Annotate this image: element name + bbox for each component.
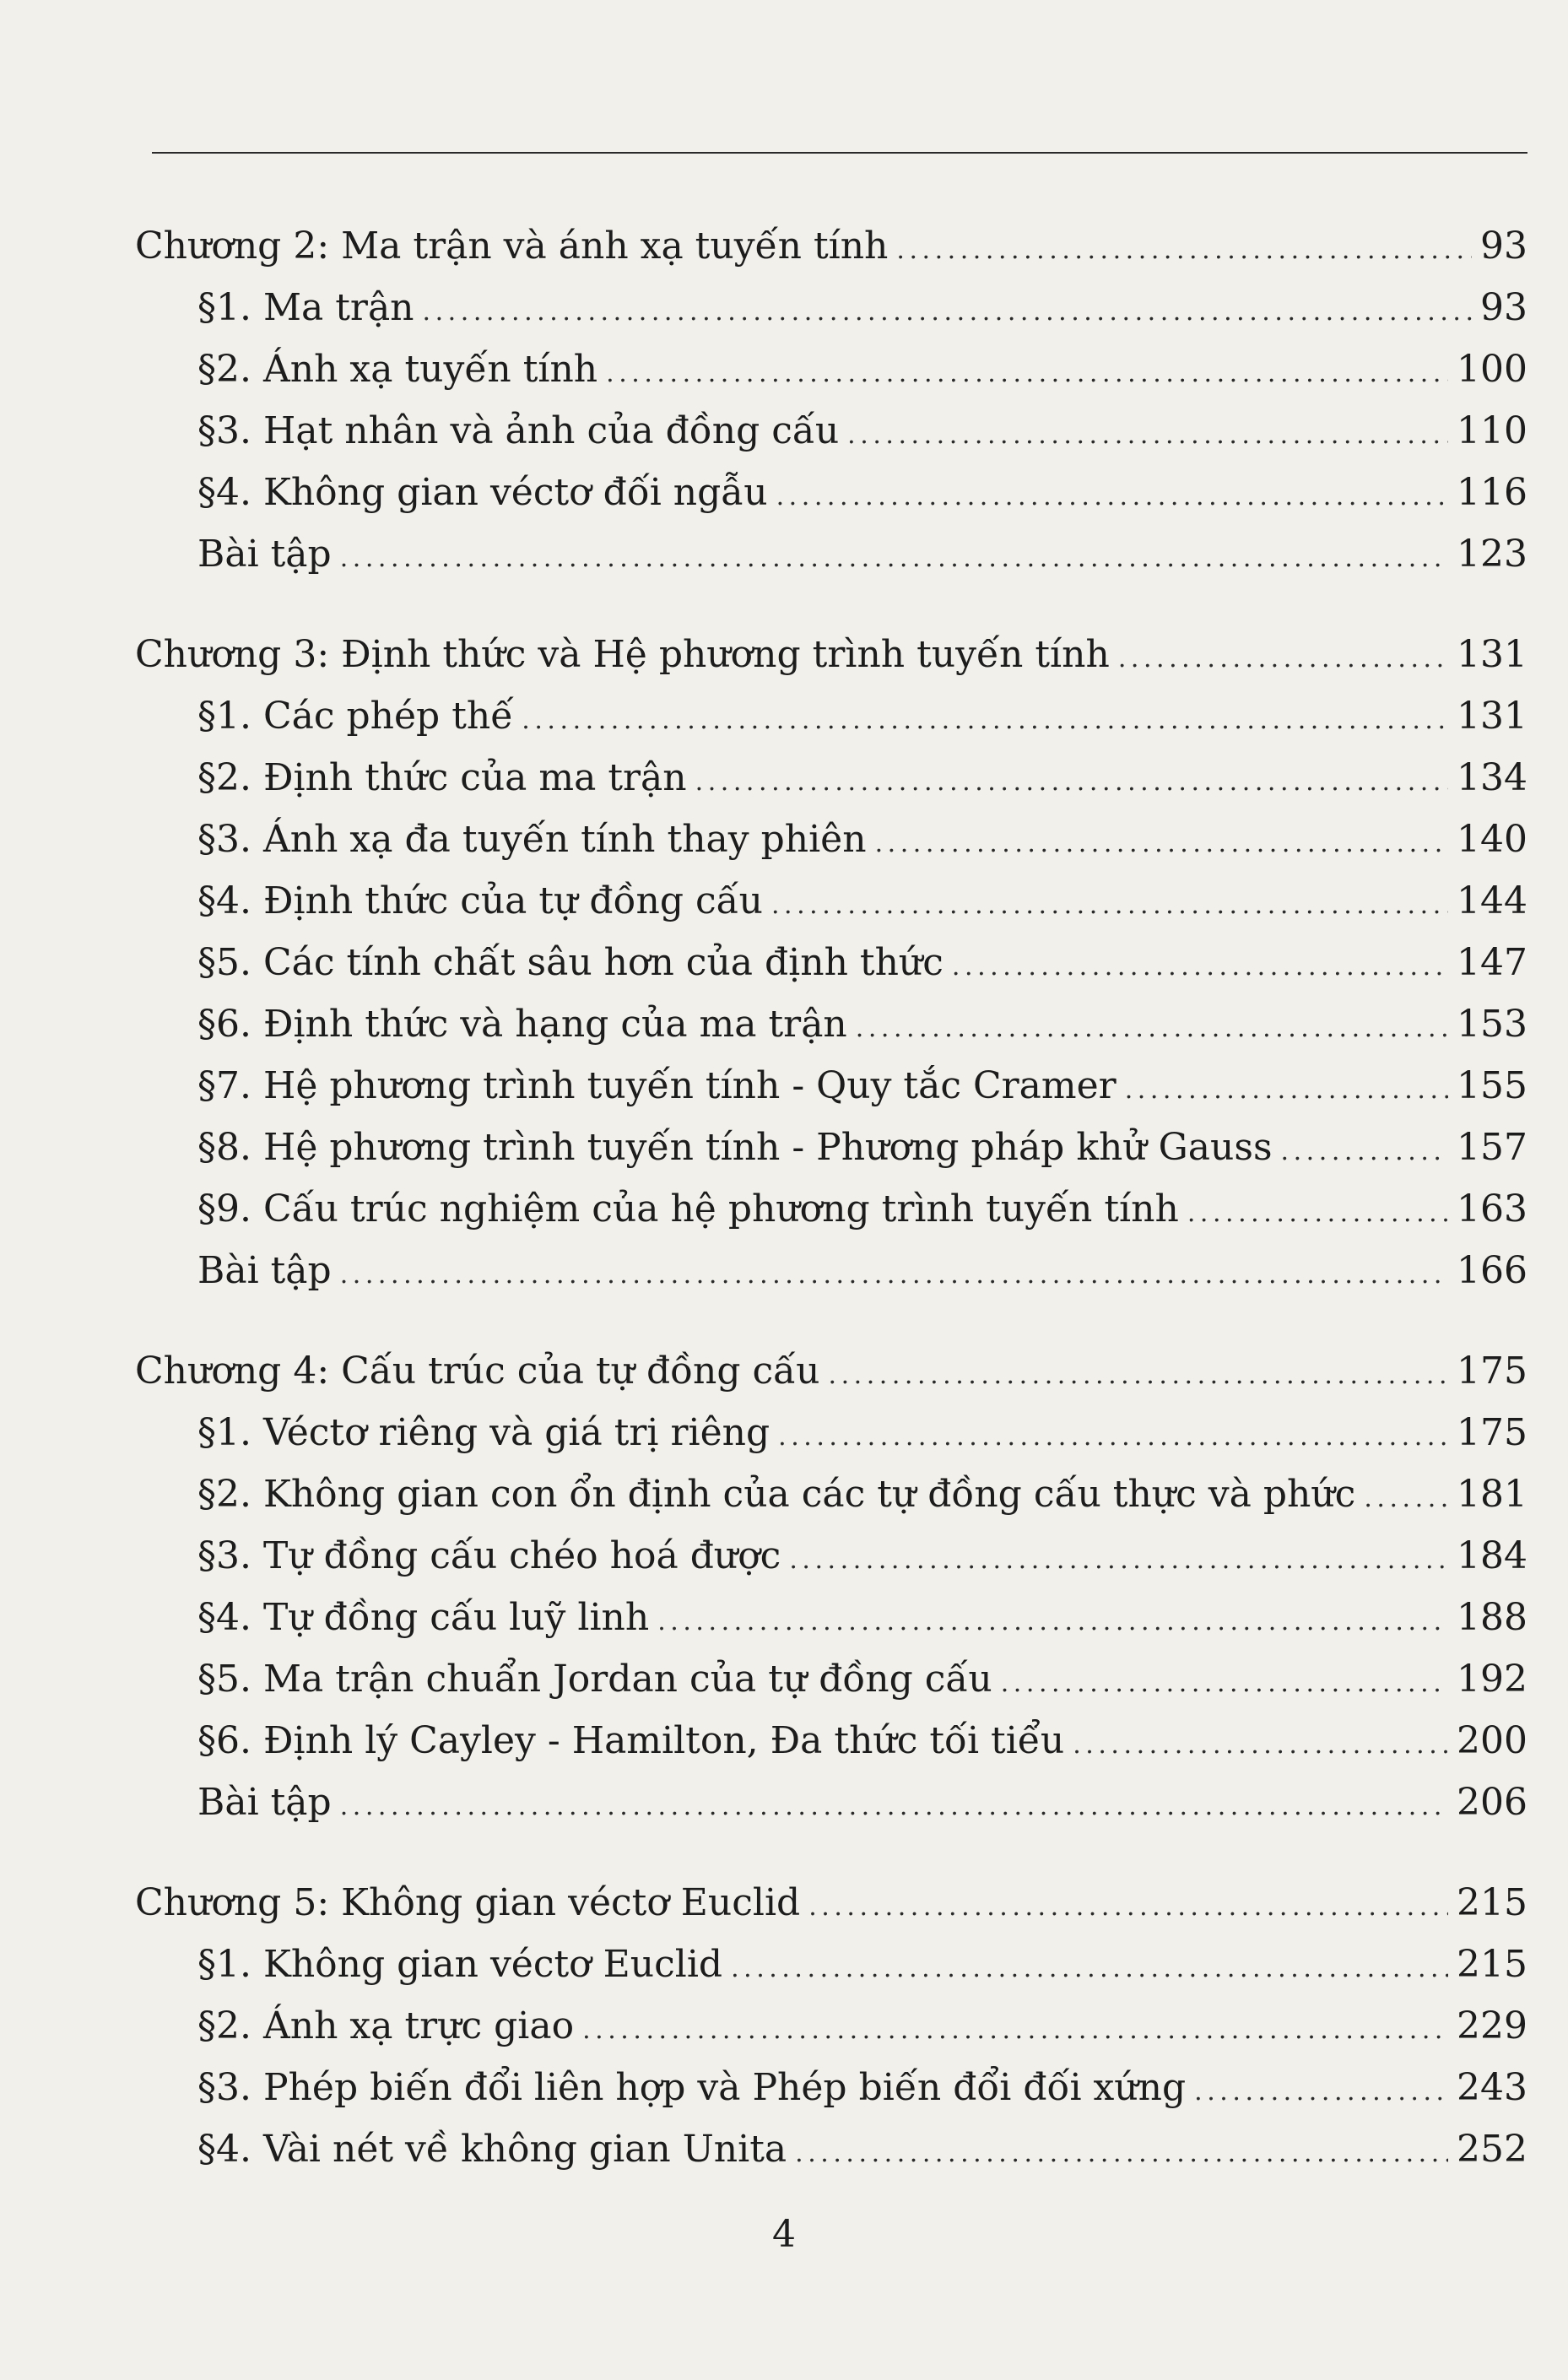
dot-leader [423,277,1472,343]
section-entry [135,462,1527,523]
section-page-number: 163 [1457,1187,1527,1231]
chapter-entry [135,1872,1527,1934]
section-entry [135,993,1527,1055]
section-page-number: 153 [1457,1003,1527,1046]
section-entry [135,1710,1527,1771]
dot-leader [1073,1710,1448,1776]
section-page-number: 116 [1457,471,1527,514]
section-entry [135,2118,1527,2180]
chapter-title: Chương 4: Cấu trúc của tự đồng cấu [135,1350,820,1393]
dot-leader [789,1525,1448,1591]
section-page-number: 131 [1457,695,1527,738]
section-title: Bài tập [197,1249,332,1292]
section-page-number: 166 [1457,1249,1527,1292]
section-entry [135,1587,1527,1648]
section-page-number: 155 [1457,1064,1527,1107]
chapter-page-number: 215 [1457,1881,1527,1924]
section-title: §1. Không gian véctơ Euclid [197,1943,723,1986]
dot-leader [340,1240,1448,1306]
dot-leader [657,1587,1448,1652]
chapter-page-number: 93 [1480,224,1527,268]
dot-leader [1281,1117,1448,1182]
section-page-number: 206 [1457,1781,1527,1824]
section-entry [135,1402,1527,1463]
dot-leader [582,1995,1448,2061]
section-page-number: 93 [1480,286,1527,329]
section-entry [135,1648,1527,1710]
dot-leader [695,747,1448,813]
chapter-page-number: 175 [1457,1350,1527,1393]
section-entry [135,747,1527,809]
dot-leader [778,1402,1448,1468]
section-title: §4. Vài nét về không gian Unita [197,2128,787,2171]
section-page-number: 243 [1457,2066,1527,2109]
chapter-title: Chương 2: Ma trận và ánh xạ tuyến tính [135,224,889,268]
dot-leader [847,400,1448,466]
section-entry [135,1117,1527,1178]
toc-chapter [135,1340,1527,1833]
section-title: §5. Các tính chất sâu hơn của định thức [197,941,944,984]
section-page-number: 144 [1457,879,1527,922]
section-entry [135,1463,1527,1525]
section-title: §2. Ánh xạ trực giao [197,2004,575,2047]
section-entry [135,338,1527,400]
section-page-number: 157 [1457,1126,1527,1169]
section-page-number: 229 [1457,2004,1527,2047]
section-entry [135,1934,1527,1995]
section-entry [135,1995,1527,2057]
dot-leader [795,2118,1448,2184]
dot-leader [808,1872,1448,1938]
section-title: §3. Tự đồng cấu chéo hoá được [197,1534,781,1577]
section-entry [135,685,1527,747]
section-entry [135,1240,1527,1301]
section-title: §5. Ma trận chuẩn Jordan của tự đồng cấu [197,1658,992,1701]
chapter-entry [135,624,1527,685]
dot-leader [952,932,1448,998]
section-page-number: 100 [1457,348,1527,391]
toc-chapter [135,624,1527,1301]
section-page-number: 175 [1457,1411,1527,1454]
table-of-contents [135,215,1527,2219]
section-title: §9. Cấu trúc nghiệm của hệ phương trình tuyến tính [197,1187,1179,1231]
dot-leader [776,462,1448,527]
section-title: Bài tập [197,1781,332,1824]
section-title: §6. Định lý Cayley - Hamilton, Đa thức tối tiểu [197,1719,1065,1762]
section-page-number: 147 [1457,941,1527,984]
section-entry [135,400,1527,462]
section-title: §3. Ánh xạ đa tuyến tính thay phiên [197,818,867,861]
chapter-page-number: 131 [1457,633,1527,676]
section-title: §6. Định thức và hạng của ma trận [197,1003,847,1046]
section-title: §4. Định thức của tự đồng cấu [197,879,763,922]
section-title: §2. Ánh xạ tuyến tính [197,348,598,391]
dot-leader [1125,1055,1448,1121]
section-page-number: 188 [1457,1596,1527,1639]
section-entry [135,2057,1527,2118]
section-entry [135,870,1527,932]
section-page-number: 215 [1457,1943,1527,1986]
section-page-number: 184 [1457,1534,1527,1577]
dot-leader [771,870,1448,936]
section-page-number: 200 [1457,1719,1527,1762]
dot-leader [731,1934,1448,1999]
section-page-number: 110 [1457,409,1527,452]
section-page-number: 134 [1457,756,1527,799]
section-entry [135,809,1527,870]
dot-leader [829,1340,1449,1406]
section-entry [135,1178,1527,1240]
section-title: Bài tập [197,533,332,576]
chapter-title: Chương 5: Không gian véctơ Euclid [135,1881,801,1924]
section-entry [135,932,1527,993]
section-entry [135,523,1527,585]
section-entry [135,1771,1527,1833]
chapter-entry [135,1340,1527,1402]
toc-chapter [135,215,1527,585]
section-entry [135,1525,1527,1587]
dot-leader [1187,1178,1448,1244]
section-title: §8. Hệ phương trình tuyến tính - Phương pháp khử Gauss [197,1126,1273,1169]
page-number: 4 [772,2213,796,2256]
section-page-number: 140 [1457,818,1527,861]
dot-leader [875,809,1448,874]
section-title: §1. Ma trận [197,286,414,329]
section-title: §4. Tự đồng cấu luỹ linh [197,1596,650,1639]
dot-leader [1364,1463,1448,1529]
section-title: §2. Không gian con ổn định của các tự đồng cấu thực và phức [197,1473,1356,1516]
section-title: §7. Hệ phương trình tuyến tính - Quy tắc Cramer [197,1064,1117,1107]
dot-leader [856,993,1448,1059]
section-page-number: 192 [1457,1658,1527,1701]
header-rule [152,152,1527,154]
section-entry [135,1055,1527,1117]
dot-leader [1001,1648,1448,1714]
toc-chapter [135,1872,1527,2180]
section-title: §2. Định thức của ma trận [197,756,687,799]
chapter-entry [135,215,1527,277]
dot-leader [606,338,1448,404]
dot-leader [340,1771,1448,1837]
dot-leader [896,215,1472,281]
section-title: §3. Phép biến đổi liên hợp và Phép biến đổi đối xứng [197,2066,1187,2109]
section-page-number: 252 [1457,2128,1527,2171]
section-title: §4. Không gian véctơ đối ngẫu [197,471,768,514]
dot-leader [1118,624,1448,690]
section-page-number: 181 [1457,1473,1527,1516]
section-entry [135,277,1527,338]
section-title: §1. Véctơ riêng và giá trị riêng [197,1411,770,1454]
section-title: §1. Các phép thế [197,695,514,738]
section-page-number: 123 [1457,533,1527,576]
section-title: §3. Hạt nhân và ảnh của đồng cấu [197,409,840,452]
dot-leader [522,685,1448,751]
dot-leader [340,523,1448,589]
chapter-title: Chương 3: Định thức và Hệ phương trình tuyến tính [135,633,1110,676]
dot-leader [1194,2057,1448,2123]
